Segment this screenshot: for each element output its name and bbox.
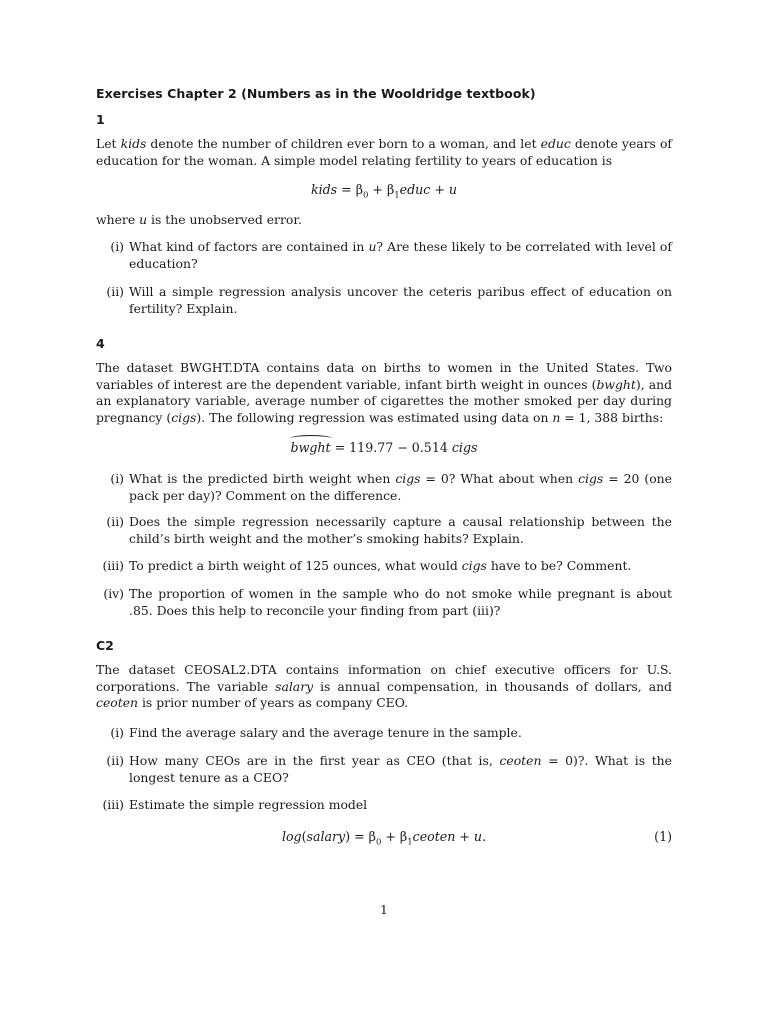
text-run: cigs	[451, 440, 478, 455]
exercise-c2-heading: C2	[96, 638, 114, 653]
text-run: = β	[337, 182, 363, 197]
text-run: where	[96, 212, 140, 227]
text-run: +	[430, 182, 449, 197]
text-run: bwght	[596, 376, 636, 392]
text-run: Does the simple regression necessarily capture a causal relationship between the child’s birth weight and the mother’s smoking habits? Explain.	[129, 514, 672, 546]
text-run: salary	[275, 678, 314, 694]
part-label: (i)	[110, 239, 124, 254]
text-run: cigs	[395, 471, 421, 486]
text-run: 1	[407, 837, 413, 848]
text-run: u	[473, 829, 483, 844]
text-run: To predict a birth weight of 125 ounces, what would	[129, 558, 462, 573]
text-run: kids	[120, 136, 147, 151]
text-run: u	[139, 212, 148, 227]
part-text	[129, 239, 672, 272]
part-text	[129, 586, 672, 619]
text-run: The proportion of women in the sample who do not smoke while pregnant is about .85. Does this help to reconcile your finding from part (iii)?	[129, 586, 672, 618]
exercise-1-error-note	[96, 212, 672, 229]
equation-body	[281, 829, 487, 848]
text-run: = 1, 388 births:	[560, 409, 664, 425]
text-run: + β	[368, 182, 395, 197]
document-title: Exercises Chapter 2 (Numbers as in the Wooldridge textbook)	[96, 86, 536, 101]
part-text	[129, 753, 672, 786]
part-text	[129, 284, 672, 317]
text-run: 0	[375, 837, 382, 848]
part-label: (i)	[110, 471, 124, 486]
text-run: kids	[310, 182, 338, 197]
text-run: is annual compensation, in thousands of dollars, and	[313, 678, 672, 694]
text-run: is the unobserved error.	[147, 212, 302, 227]
text-run: 1	[394, 190, 400, 201]
exercise-c2-intro	[96, 662, 672, 712]
part-text	[129, 514, 672, 547]
text-run: The dataset BWGHT.DTA contains data on births to women in the United States. Two variables of interest are the dependent variable, infant birth weight in ounces (	[96, 360, 672, 392]
text-run: How many CEOs are in the first year as CEO (that is,	[129, 753, 500, 768]
part-label: (iv)	[103, 586, 124, 601]
text-run: log	[281, 829, 302, 844]
page-number: 1	[380, 902, 388, 917]
text-run: u	[448, 182, 458, 197]
text-run: What is the predicted birth weight when	[129, 471, 396, 486]
exercise-4-equation	[96, 440, 672, 456]
text-run: = 0)?. What is the longest tenure as a CEO?	[129, 753, 672, 785]
part-label: (ii)	[106, 514, 124, 529]
text-run: educ	[399, 182, 431, 197]
text-run: Will a simple regression analysis uncover the ceteris paribus effect of education on fertility? Explain.	[129, 284, 672, 316]
part-label: (i)	[110, 725, 124, 740]
exercise-1-equation	[96, 182, 672, 204]
text-run: u	[368, 239, 377, 254]
part-text	[129, 725, 672, 742]
exercise-1-heading: 1	[96, 112, 105, 127]
text-run: = 119.77 − 0.514	[330, 440, 452, 455]
text-run: cigs	[171, 409, 197, 425]
text-run: 0	[362, 190, 369, 201]
text-run: (	[301, 829, 307, 844]
text-run: cigs	[578, 471, 604, 486]
equation-number: (1)	[654, 829, 672, 844]
text-run: denote years of education for the woman. A simple model relating fertility to years of education is	[96, 136, 672, 168]
part-label: (ii)	[106, 753, 124, 768]
text-run: The dataset CEOSAL2.DTA contains information on chief executive officers for U.S. corporations. The variable	[96, 662, 672, 694]
text-run: + β	[381, 829, 408, 844]
text-run: ? Are these likely to be correlated with level of education?	[129, 239, 672, 271]
part-label: (iii)	[102, 797, 124, 812]
text-run: ceoten	[499, 753, 542, 768]
text-run: is prior number of years as company CEO.	[138, 695, 409, 710]
text-run: n	[552, 409, 561, 425]
text-run: What kind of factors are contained in	[129, 239, 369, 254]
part-label: (ii)	[106, 284, 124, 299]
text-run: .	[482, 829, 487, 844]
text-run: Find the average salary and the average tenure in the sample.	[129, 725, 522, 740]
text-run: Let	[96, 136, 121, 151]
text-run: bwght	[290, 440, 331, 455]
text-run: ), and an explanatory variable, average number of cigarettes the mother smoked per day during pregnancy (	[96, 376, 673, 425]
text-run: ceoten	[96, 695, 139, 710]
exercise-1-intro	[96, 136, 672, 169]
text-run: educ	[540, 136, 571, 151]
exercise-4-intro	[96, 360, 672, 426]
part-label: (iii)	[102, 558, 124, 573]
text-run: ) = β	[345, 829, 376, 844]
text-run: +	[455, 829, 474, 844]
text-run: have to be? Comment.	[486, 558, 632, 573]
text-run: denote the number of children ever born to a woman, and let	[146, 136, 541, 151]
text-run: ceoten	[412, 829, 456, 844]
text-run: Estimate the simple regression model	[129, 797, 368, 812]
part-text	[129, 471, 672, 504]
exercise-c2-equation	[96, 829, 672, 851]
part-text	[129, 797, 672, 814]
text-run: cigs	[461, 558, 487, 573]
exercise-4-heading: 4	[96, 336, 105, 351]
text-run: ). The following regression was estimated using data on	[196, 409, 553, 425]
part-text	[129, 558, 672, 575]
text-run: = 0? What about when	[420, 471, 579, 486]
text-run: = 20 (one pack per day)? Comment on the difference.	[129, 471, 672, 503]
text-run: salary	[306, 829, 346, 844]
